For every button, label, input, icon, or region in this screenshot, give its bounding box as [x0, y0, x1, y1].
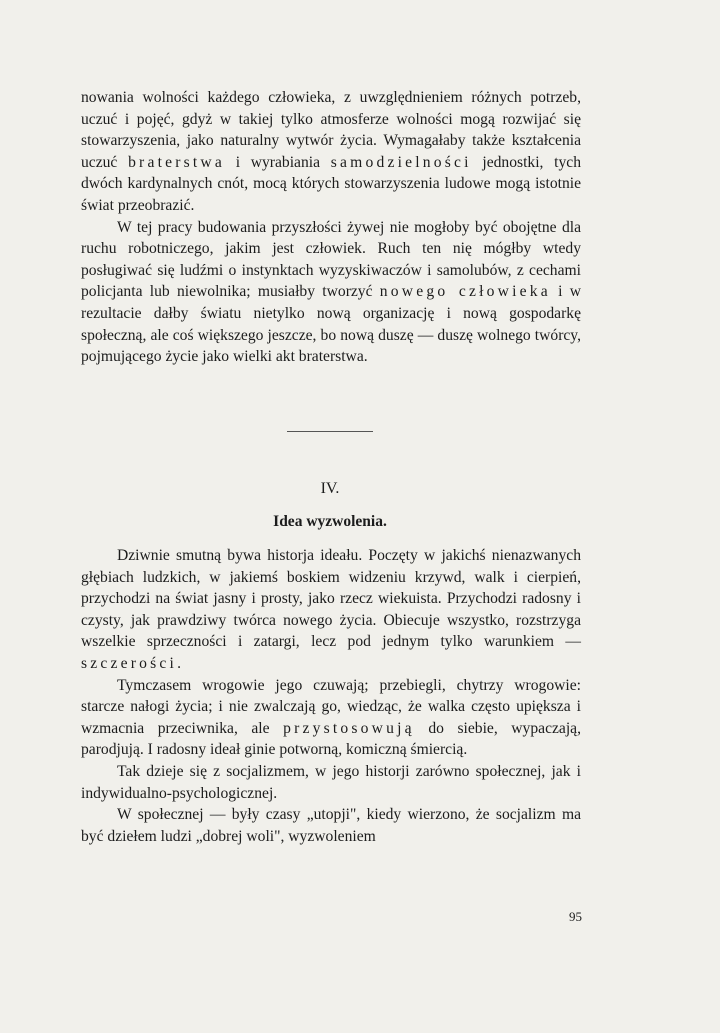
chapter-number: IV. — [320, 480, 340, 497]
emphasized-text: przystosowują — [283, 719, 415, 737]
section-divider — [287, 431, 373, 432]
bottom-text-block — [81, 545, 581, 847]
text-run: i wyrabiania — [225, 153, 331, 171]
text-run: W tej pracy budowania przyszłości żywej nie mogłoby być obojętne dla ruchu robotniczego, jakim jest człowiek. Ruch ten nię mógłby wtedy posługiwać się ludźmi o instynktach wyzyskiwaczów i samolubów, z cechami policjanta lub niewolnika; musiałby tworzyć — [81, 218, 581, 301]
text-run: Dziwnie smutną bywa historja ideału. Poczęty w jakichś nienazwanych głębiach ludzkich, w jakiemś boskiem widzeniu krzywd, walk i cierpień, przychodzi na świat jasny i prosty, jako rzecz wiekuista. Przychodzi radosny i czysty, jak prawdziwy twórca nowego życia. Obiecuje wszystko, rozstrzyga wszelkie sprzeczności i zatargi, lecz pod jednym tylko warunkiem — — [81, 547, 581, 651]
paragraph: W społecznej — były czasy „utopji", kiedy wierzono, że socjalizm ma być dziełem ludzi „dobrej woli", wyzwoleniem — [81, 806, 581, 845]
top-text-block — [81, 87, 581, 368]
emphasized-text: braterstwa — [128, 153, 226, 171]
text-run: do siebie, wypaczają, parodjują. I radosny ideał ginie potworną, komiczną śmiercią. — [81, 719, 581, 759]
page-number: 95 — [569, 909, 582, 924]
emphasized-text: samodzielności — [330, 153, 472, 171]
text-run: Tymczasem wrogowie jego czuwają; przebiegli, chytrzy wrogowie: starcze nałogi życia; i nie zwalczają go, wiedząc, że walka często upiększa i wzmacnia przeciwnika, ale — [81, 676, 581, 737]
text-run: nowania wolności każdego człowieka, z uwzględnieniem różnych potrzeb, uczuć i pojęć, gdyż w takiej tylko atmosferze wolności mogą rozwijać się stowarzyszenia, jako naturalny wytwór życia. Wymagałaby także kształcenia uczuć — [81, 89, 581, 171]
paragraph — [81, 87, 581, 217]
emphasized-text: szczerości — [81, 654, 178, 672]
text-run: . — [177, 654, 181, 672]
text-run: jednostki, tych dwóch kardynalnych cnót, mocą których stowarzyszenia ludowe mogą istotnie świat przeobrazić. — [81, 153, 581, 214]
paragraph — [81, 675, 581, 761]
paragraph — [81, 545, 581, 675]
emphasized-text: nowego człowieka — [379, 283, 551, 301]
paragraph: Tak dzieje się z socjalizmem, w jego historji zarówno społecznej, jak i indywidualno-psychologicznej. — [81, 762, 581, 802]
paragraph — [81, 217, 581, 368]
text-run: i w rezultacie dałby światu nietylko nową organizację i nową gospodarkę społeczną, ale coś większego jeszcze, bo nową duszę — duszę wolnego twórcy, pojmującego życie jako wielki akt braterstwa. — [81, 283, 581, 366]
chapter-title: Idea wyzwolenia. — [273, 513, 387, 530]
